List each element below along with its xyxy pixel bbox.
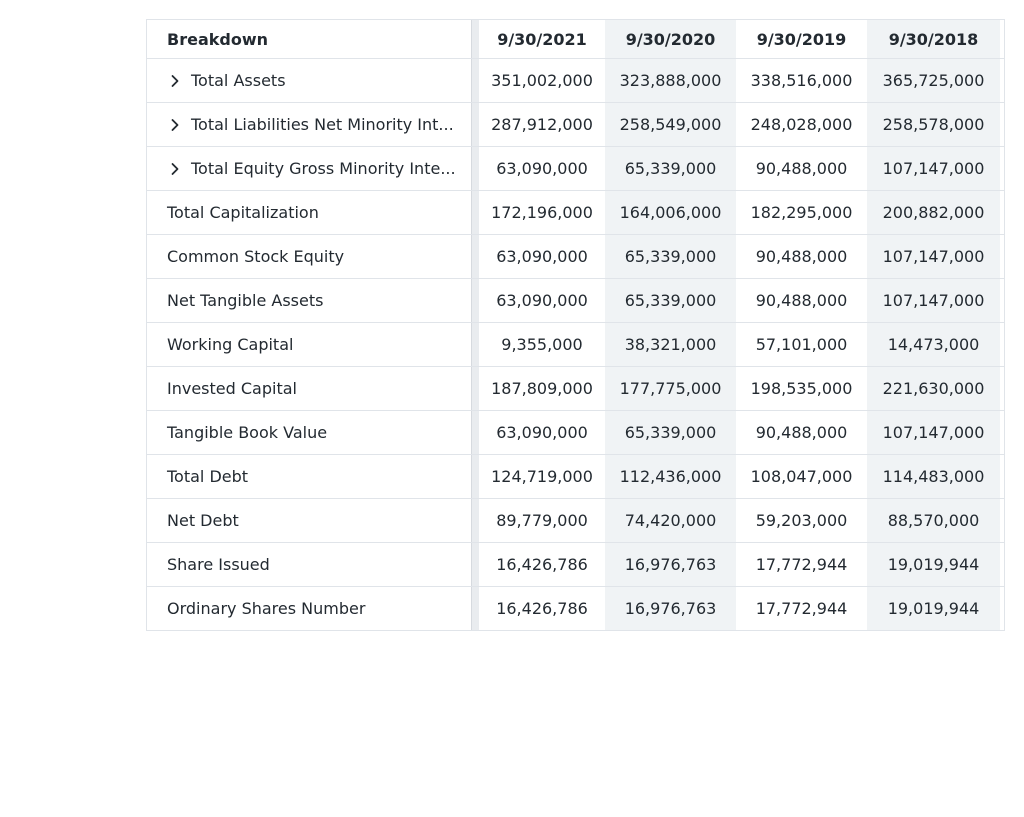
row-label: Working Capital xyxy=(167,335,294,354)
row-label: Total Equity Gross Minority Inte... xyxy=(191,159,456,178)
value-cell: 88,570,000 xyxy=(867,499,1000,542)
chevron-right-icon[interactable] xyxy=(167,73,183,89)
value-cell: 16,976,763 xyxy=(605,543,736,586)
row-label-cell xyxy=(147,499,471,542)
chevron-right-icon[interactable] xyxy=(167,117,183,133)
row-label-cell[interactable] xyxy=(147,103,471,146)
value-cell: 172,196,000 xyxy=(491,203,593,222)
column-separator xyxy=(471,20,479,58)
balance-sheet-table xyxy=(146,19,1005,631)
value-cell: 287,912,000 xyxy=(491,115,593,134)
row-label-cell xyxy=(147,543,471,586)
value-cell: 90,488,000 xyxy=(755,291,848,310)
value-cell: 14,473,000 xyxy=(867,323,1000,366)
table-row[interactable] xyxy=(147,103,1004,147)
value-cell: 112,436,000 xyxy=(605,455,736,498)
value-cell: 90,488,000 xyxy=(755,247,848,266)
table-row xyxy=(147,279,1004,323)
table-row xyxy=(147,499,1004,543)
table-row xyxy=(147,543,1004,587)
row-label-cell[interactable] xyxy=(147,59,471,102)
table-row xyxy=(147,323,1004,367)
table-row xyxy=(147,235,1004,279)
table-row xyxy=(147,587,1004,631)
value-cell: 90,488,000 xyxy=(755,423,848,442)
value-cell: 258,578,000 xyxy=(867,103,1000,146)
value-cell: 63,090,000 xyxy=(496,291,588,310)
value-cell: 57,101,000 xyxy=(755,335,848,354)
value-cell: 365,725,000 xyxy=(867,59,1000,102)
value-cell: 108,047,000 xyxy=(750,467,853,486)
value-cell: 38,321,000 xyxy=(605,323,736,366)
column-separator xyxy=(471,587,479,630)
value-cell: 107,147,000 xyxy=(867,235,1000,278)
value-cell: 65,339,000 xyxy=(605,147,736,190)
column-separator xyxy=(471,191,479,234)
value-cell: 16,976,763 xyxy=(605,587,736,630)
column-separator xyxy=(471,103,479,146)
table-row[interactable] xyxy=(147,59,1004,103)
row-label: Total Liabilities Net Minority Int... xyxy=(191,115,454,134)
value-cell: 221,630,000 xyxy=(867,367,1000,410)
row-label: Total Assets xyxy=(191,71,286,90)
value-cell: 65,339,000 xyxy=(605,411,736,454)
row-label-cell xyxy=(147,587,471,630)
value-cell: 59,203,000 xyxy=(755,511,848,530)
row-label-cell xyxy=(147,235,471,278)
row-label-cell xyxy=(147,455,471,498)
value-cell: 107,147,000 xyxy=(867,147,1000,190)
row-label: Share Issued xyxy=(167,555,270,574)
row-label: Total Debt xyxy=(167,467,249,486)
row-label-cell[interactable] xyxy=(147,147,471,190)
value-cell: 338,516,000 xyxy=(750,71,853,90)
value-cell: 90,488,000 xyxy=(755,159,848,178)
value-cell: 248,028,000 xyxy=(750,115,853,134)
row-label: Tangible Book Value xyxy=(167,423,328,442)
column-separator xyxy=(471,411,479,454)
value-cell: 63,090,000 xyxy=(496,159,588,178)
value-cell: 63,090,000 xyxy=(496,247,588,266)
value-cell: 65,339,000 xyxy=(605,235,736,278)
column-header: 9/30/2018 xyxy=(867,20,1000,58)
row-label: Net Debt xyxy=(167,511,239,530)
value-cell: 107,147,000 xyxy=(867,411,1000,454)
row-label: Common Stock Equity xyxy=(167,247,345,266)
column-separator xyxy=(471,543,479,586)
value-cell: 63,090,000 xyxy=(496,423,588,442)
value-cell: 187,809,000 xyxy=(491,379,593,398)
table-row xyxy=(147,411,1004,455)
column-separator xyxy=(471,147,479,190)
value-cell: 65,339,000 xyxy=(605,279,736,322)
column-separator xyxy=(471,367,479,410)
table-row xyxy=(147,367,1004,411)
value-cell: 16,426,786 xyxy=(496,555,588,574)
value-cell: 182,295,000 xyxy=(750,203,853,222)
column-separator xyxy=(471,499,479,542)
table-row xyxy=(147,455,1004,499)
row-label-cell xyxy=(147,367,471,410)
row-label-cell xyxy=(147,323,471,366)
row-label: Net Tangible Assets xyxy=(167,291,324,310)
column-header: 9/30/2020 xyxy=(605,20,736,58)
table-body xyxy=(147,59,1004,631)
column-header: 9/30/2019 xyxy=(756,29,847,49)
table-header-row xyxy=(147,20,1004,59)
value-cell: 17,772,944 xyxy=(755,599,848,618)
value-cell: 89,779,000 xyxy=(496,511,588,530)
value-cell: 74,420,000 xyxy=(605,499,736,542)
value-cell: 16,426,786 xyxy=(496,599,588,618)
breakdown-header: Breakdown xyxy=(147,20,471,58)
column-separator xyxy=(471,279,479,322)
row-label: Total Capitalization xyxy=(167,203,319,222)
value-cell: 164,006,000 xyxy=(605,191,736,234)
value-cell: 351,002,000 xyxy=(491,71,593,90)
row-label-cell xyxy=(147,411,471,454)
chevron-right-icon[interactable] xyxy=(167,161,183,177)
row-label-cell xyxy=(147,191,471,234)
row-label: Invested Capital xyxy=(167,379,297,398)
value-cell: 19,019,944 xyxy=(867,587,1000,630)
table-row xyxy=(147,191,1004,235)
column-separator xyxy=(471,455,479,498)
value-cell: 177,775,000 xyxy=(605,367,736,410)
column-separator xyxy=(471,59,479,102)
column-separator xyxy=(471,235,479,278)
value-cell: 258,549,000 xyxy=(605,103,736,146)
value-cell: 9,355,000 xyxy=(501,335,583,354)
table-row[interactable] xyxy=(147,147,1004,191)
value-cell: 107,147,000 xyxy=(867,279,1000,322)
column-separator xyxy=(471,323,479,366)
value-cell: 19,019,944 xyxy=(867,543,1000,586)
row-label-cell xyxy=(147,279,471,322)
value-cell: 323,888,000 xyxy=(605,59,736,102)
value-cell: 114,483,000 xyxy=(867,455,1000,498)
value-cell: 200,882,000 xyxy=(867,191,1000,234)
column-header: 9/30/2021 xyxy=(497,29,587,49)
value-cell: 17,772,944 xyxy=(755,555,848,574)
value-cell: 198,535,000 xyxy=(750,379,853,398)
row-label: Ordinary Shares Number xyxy=(167,599,366,618)
value-cell: 124,719,000 xyxy=(491,467,593,486)
